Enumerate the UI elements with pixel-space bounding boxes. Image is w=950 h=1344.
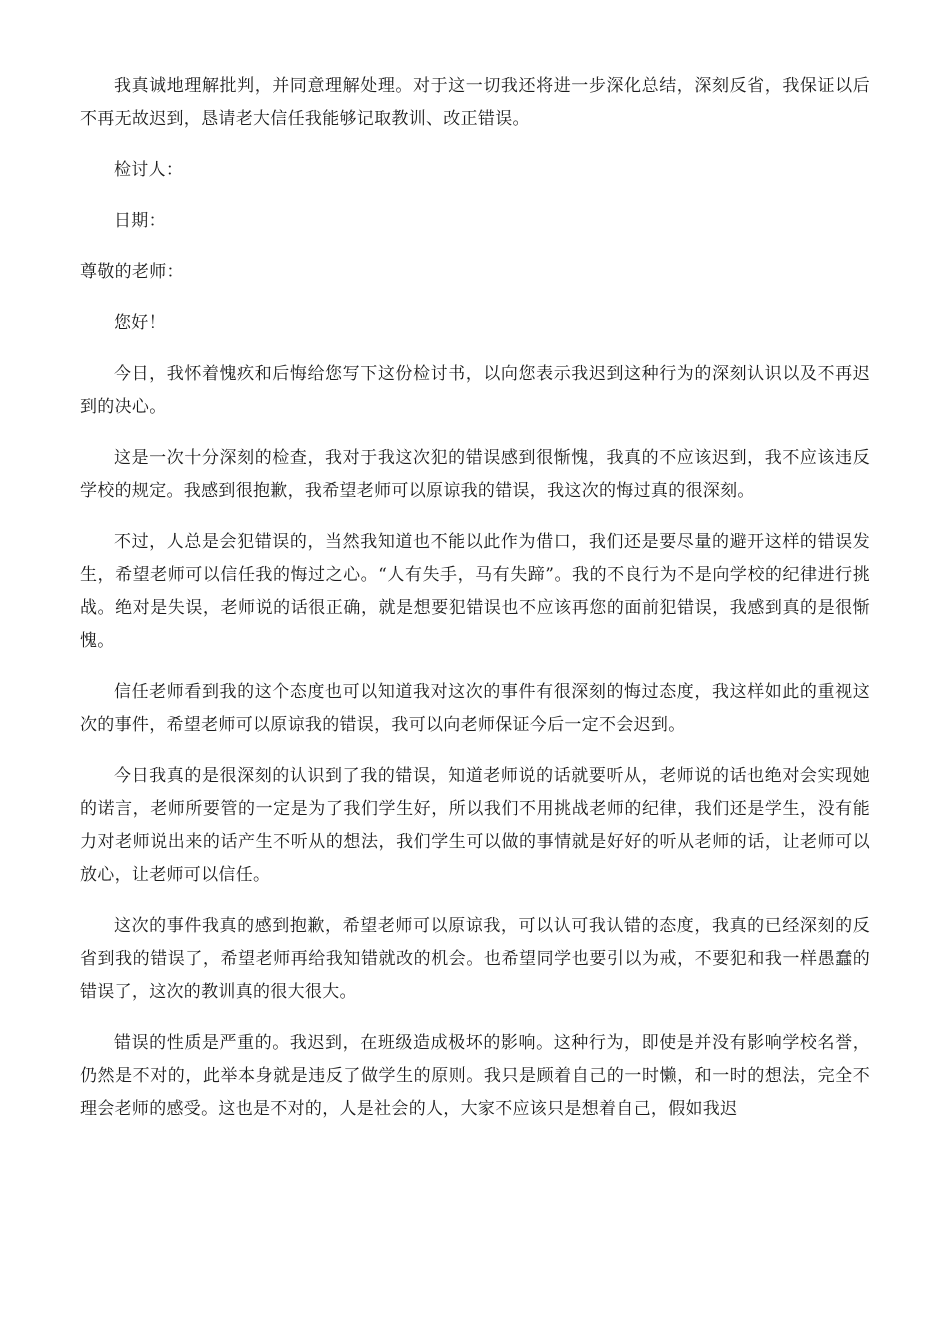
paragraph-regret: 这次的事件我真的感到抱歉，希望老师可以原谅我，可以认可我认错的态度，我真的已经深刻的反省到我的错误了，希望老师再给我知错就改的机会。也希望同学也要引以为戒，不要犯和我一样愚蠢的错误了，这次的教训真的很大很大。 [80,916,870,1002]
paragraph-severity: 错误的性质是严重的。我迟到，在班级造成极坏的影响。这种行为，即使是并没有影响学校名誉，仍然是不对的，此举本身就是违反了做学生的原则。我只是顾着自己的一时懒，和一时的想法，完全不理会老师的感受。这也是不对的，人是社会的人，大家不应该只是想着自己，假如我迟 [80,1033,870,1119]
salutation: 尊敬的老师： [80,262,184,282]
paragraph-closing-pledge: 我真诚地理解批判，并同意理解处理。对于这一切我还将进一步深化总结，深刻反省，我保证以后不再无故迟到，恳请老大信任我能够记取教训、改正错误。 [80,76,870,129]
paragraph-apology: 这是一次十分深刻的检查，我对于我这次犯的错误感到很惭愧，我真的不应该迟到，我不应该违反学校的规定。我感到很抱歉，我希望老师可以原谅我的错误，我这次的悔过真的很深刻。 [80,448,870,501]
greeting: 您好！ [114,313,166,333]
paragraph-attitude: 信任老师看到我的这个态度也可以知道我对这次的事件有很深刻的悔过态度，我这样如此的重视这次的事件，希望老师可以原谅我的错误，我可以向老师保证今后一定不会迟到。 [80,682,870,735]
document-page [80,70,870,1144]
date-line: 日期： [114,211,166,231]
paragraph-mistake: 不过，人总是会犯错误的，当然我知道也不能以此作为借口，我们还是要尽量的避开这样的错误发生，希望老师可以信任我的悔过之心。“人有失手，马有失蹄”。我的不良行为不是向学校的纪律进行挑战。绝对是失误，老师说的话很正确，就是想要犯错误也不应该再您的面前犯错误，我感到真的是很惭愧。 [80,532,870,651]
paragraph-recognition: 今日我真的是很深刻的认识到了我的错误，知道老师说的话就要听从，老师说的话也绝对会实现她的诺言，老师所要管的一定是为了我们学生好，所以我们不用挑战老师的纪律，我们还是学生，没有能力对老师说出来的话产生不听从的想法，我们学生可以做的事情就是好好的听从老师的话，让老师可以放心，让老师可以信任。 [80,766,870,885]
signature-line: 检讨人： [114,160,184,180]
paragraph-intro: 今日，我怀着愧疚和后悔给您写下这份检讨书，以向您表示我迟到这种行为的深刻认识以及不再迟到的决心。 [80,364,870,417]
